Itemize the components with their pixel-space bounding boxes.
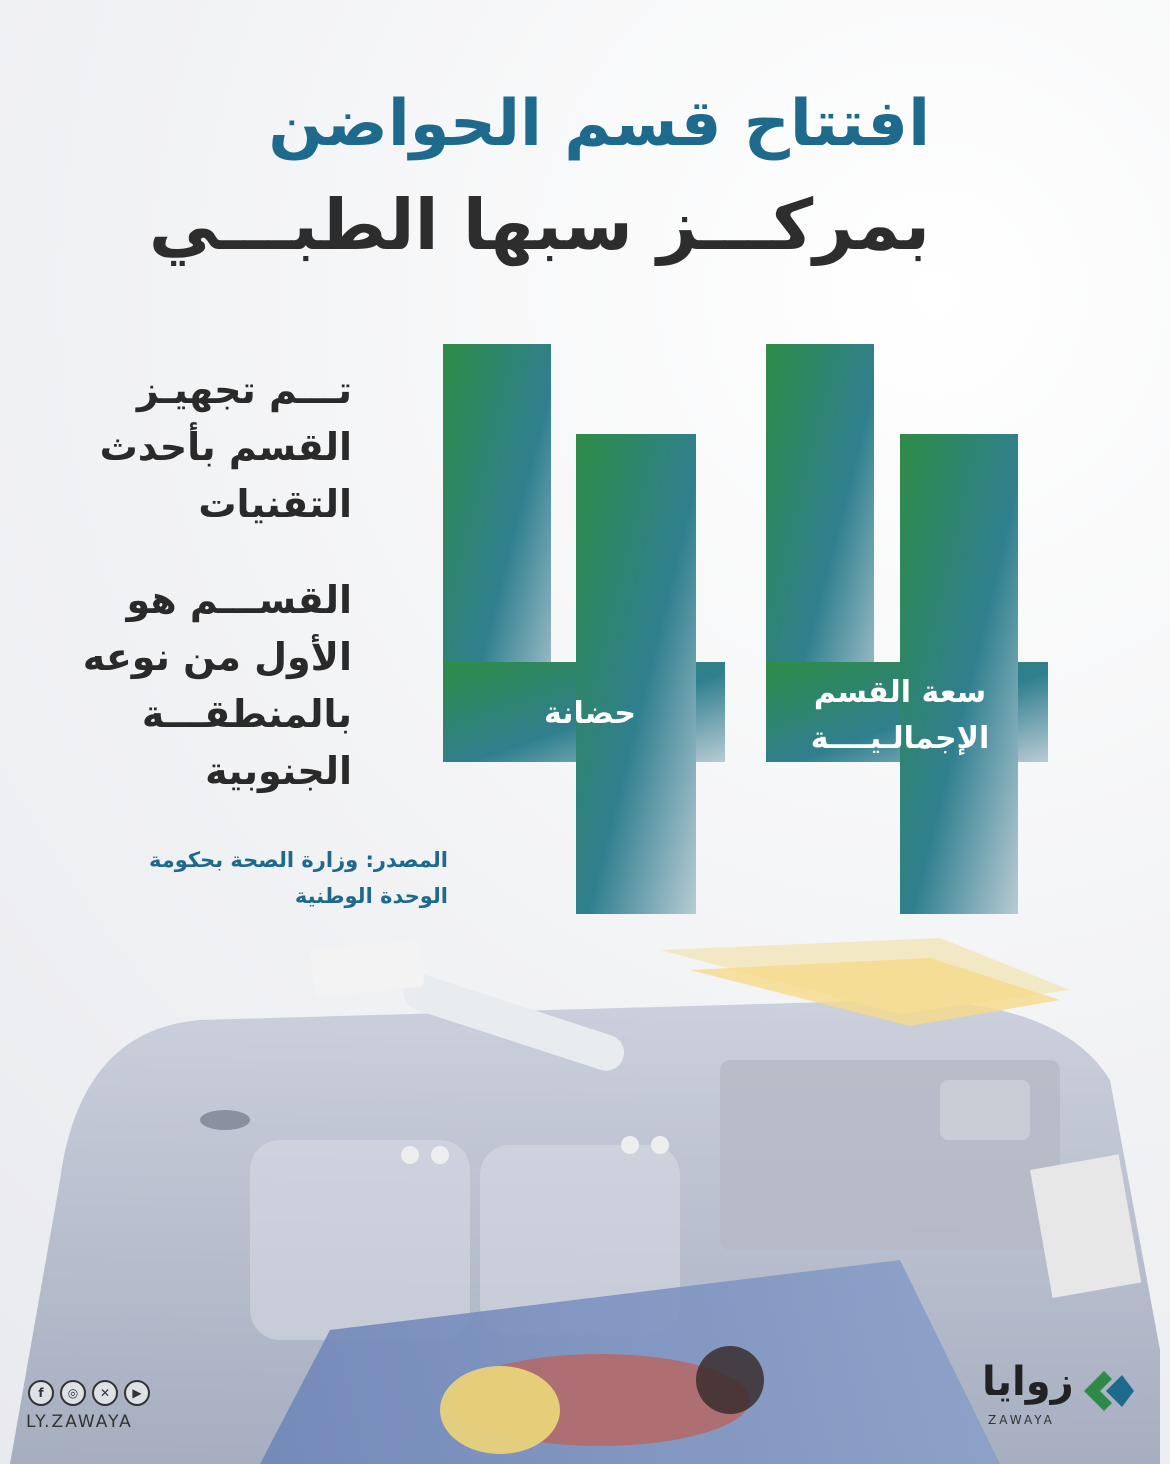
digit-4-left-stem	[576, 434, 696, 914]
source-line: الوحدة الوطنية	[294, 884, 448, 908]
source-credit	[70, 842, 448, 914]
feature-line: التقنيات	[198, 482, 352, 526]
headline-line-2: بمركـــز سبها الطبـــي	[148, 184, 930, 266]
brand-name-arabic: زوايا	[982, 1359, 1074, 1405]
brand-name-latin: ZAWAYA	[988, 1413, 1055, 1427]
feature-first-in-region	[60, 572, 352, 800]
feature-line: الجنوبية	[205, 749, 352, 793]
big-number-44	[440, 340, 1050, 920]
headline-line-1: افتتاح قسم الحواضن	[268, 87, 930, 161]
social-handle[interactable]: LY.ZAWAYA	[26, 1412, 133, 1432]
feature-line: تـــم تجهيـز	[136, 368, 352, 412]
source-line: المصدر: وزارة الصحة بحكومة	[148, 848, 448, 872]
instagram-icon[interactable]: ◎	[60, 1380, 86, 1406]
capacity-label-line: سعة القسم	[813, 675, 987, 710]
feature-line: الأول من نوعه	[82, 635, 352, 679]
feature-line: القسم بأحدث	[99, 425, 352, 469]
feature-line: القســـم هو	[126, 578, 352, 622]
capacity-label-line: الإجمالـيــــة	[810, 721, 990, 756]
youtube-icon[interactable]: ▶	[124, 1380, 150, 1406]
zawaya-logo-icon	[1078, 1361, 1138, 1421]
brand-logo	[960, 1355, 1150, 1435]
incubators-label: حضانة	[544, 696, 636, 731]
feature-equipped	[60, 362, 352, 533]
feature-line: بالمنطقـــة	[141, 692, 352, 736]
facebook-icon[interactable]: f	[28, 1380, 54, 1406]
x-icon[interactable]: ✕	[92, 1380, 118, 1406]
number-44-graphic	[440, 340, 1050, 920]
social-block	[26, 1380, 176, 1440]
capacity-label	[780, 670, 1020, 762]
